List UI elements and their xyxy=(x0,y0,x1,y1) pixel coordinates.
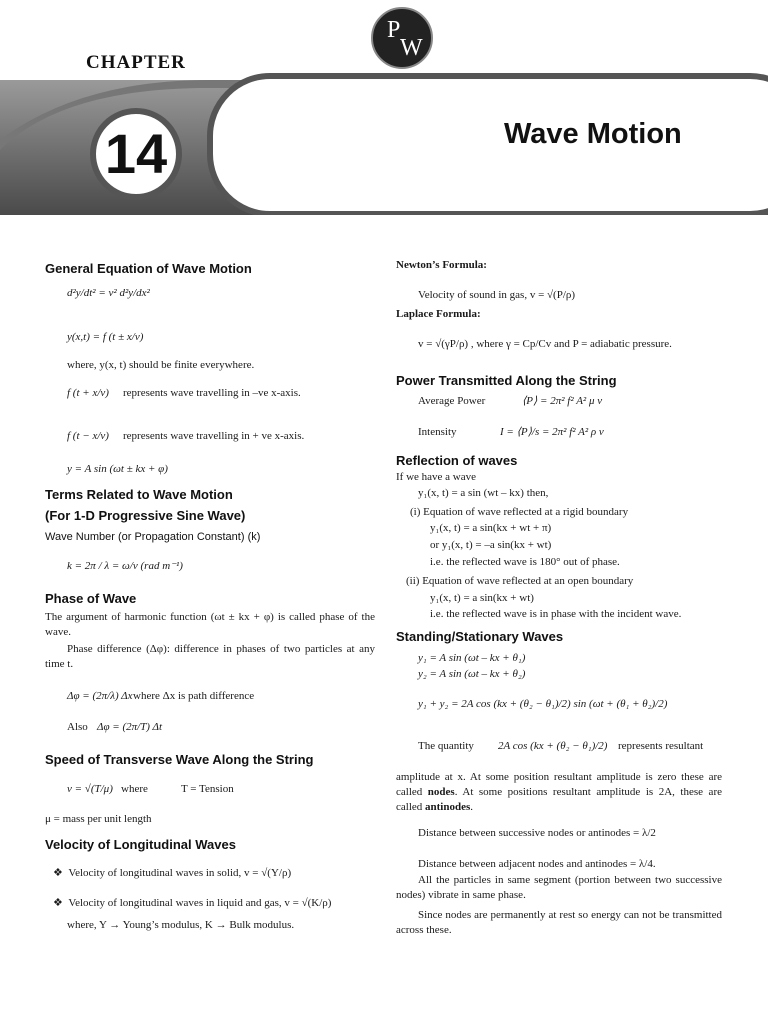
nodes-term: nodes xyxy=(427,785,455,798)
laplace-formula-text: v = √(γP/ρ) , where γ = Cp/Cv and P = adiabatic pressure. xyxy=(418,338,672,350)
quantity-equation: 2A cos (kx + (θ₂ − θ₁)/2) xyxy=(498,740,608,752)
wave-number-equation: k = 2π / λ = ω/v (rad m⁻¹) xyxy=(67,560,183,572)
antinodes-term: antinodes xyxy=(425,800,471,813)
wave-number-label: Wave Number (or Propagation Constant) (k) xyxy=(45,531,261,543)
standing-y1-equation: y₁ = A sin (ωt – kx + θ₁) xyxy=(418,652,526,664)
successive-nodes-distance: Distance between successive nodes or antinodes = λ/2 xyxy=(418,827,656,839)
phase-time-equation: Δφ = (2π/T) Δt xyxy=(97,721,163,733)
tension-definition: T = Tension xyxy=(181,783,234,795)
phase-difference-equation: Δφ = (2π/λ) Δx xyxy=(67,690,133,702)
power-heading: Power Transmitted Along the String xyxy=(396,373,617,388)
quantity-label: The quantity xyxy=(418,740,474,752)
also-label: Also xyxy=(67,721,88,733)
chapter-title: Wave Motion xyxy=(504,118,682,150)
reflection-line-7: (ii) Equation of wave reflected at an open boundary xyxy=(406,575,634,587)
bullet-liquid-gas-text: Velocity of longitudinal waves in liquid and gas, v = √(K/ρ) xyxy=(68,897,332,909)
reflection-heading: Reflection of waves xyxy=(396,453,518,468)
reflection-line-8: y₁(x, t) = a sin(kx + wt) xyxy=(430,592,534,604)
logo-letter-p: P xyxy=(387,17,401,43)
phase-paragraph-1: The argument of harmonic function (ωt ± kx + φ) is called phase of the wave. xyxy=(45,611,375,638)
bullet-liquid-gas: ❖ Velocity of longitudinal waves in liquid and gas, v = √(K/ρ) xyxy=(53,897,332,909)
path-difference-note: where Δx is path difference xyxy=(133,690,255,702)
amplitude-paragraph: amplitude at x. At some position resultant amplitude is zero these are called nodes. At some positions resultant amplitude is 2A, these are called antinodes. xyxy=(396,771,722,813)
particles-paragraph: All the particles in same segment (portion between two successive nodes) vibrate in same phase. xyxy=(396,874,722,901)
chapter-number: 14 xyxy=(90,108,182,200)
transverse-speed-heading: Speed of Transverse Wave Along the String xyxy=(45,752,314,767)
newton-formula-heading: Newton’s Formula: xyxy=(396,259,487,271)
modulus-definitions: where, Y → Young’s modulus, K → Bulk modulus. xyxy=(67,919,295,931)
pw-logo xyxy=(371,7,433,69)
terms-heading-line2: (For 1-D Progressive Sine Wave) xyxy=(45,508,246,523)
positive-direction-text: represents wave travelling in + ve x-axis. xyxy=(123,430,305,442)
energy-paragraph: Since nodes are permanently at rest so energy can not be transmitted across these. xyxy=(396,909,722,936)
amplitude-text-part1: amplitude at x. At some position resultant amplitude is zero these are called xyxy=(396,771,722,798)
average-power-equation: ⟨P⟩ = 2π² f² A² μ v xyxy=(522,395,603,407)
positive-direction-equation: f (t − x/v) xyxy=(67,430,109,442)
intensity-equation: I = ⟨P⟩/s = 2π² f² A² ρ v xyxy=(500,426,604,438)
reflection-line-1: If we have a wave xyxy=(396,471,477,483)
general-equation-heading: General Equation of Wave Motion xyxy=(45,261,252,276)
phase-paragraph-2: Phase difference (Δφ): difference in phases of two particles at any time t. xyxy=(45,643,375,670)
finite-condition-text: where, y(x, t) should be finite everywhere. xyxy=(67,359,255,371)
laplace-formula-heading: Laplace Formula: xyxy=(396,308,481,320)
transverse-speed-equation: v = √(T/μ) xyxy=(67,783,113,795)
negative-direction-text: represents wave travelling in –ve x-axis. xyxy=(123,387,301,399)
average-power-label: Average Power xyxy=(418,395,486,407)
where-label: where xyxy=(121,783,148,795)
sine-wave-equation: y = A sin (ωt ± kx + φ) xyxy=(67,463,168,475)
wave-function-equation: y(x,t) = f (t ± x/v) xyxy=(67,331,144,343)
logo-letter-w: W xyxy=(400,35,423,61)
phase-heading: Phase of Wave xyxy=(45,591,137,606)
standing-y2-equation: y₂ = A sin (ωt – kx + θ₂) xyxy=(418,668,526,680)
longitudinal-velocity-heading: Velocity of Longitudinal Waves xyxy=(45,837,236,852)
bullet-solid: ❖ Velocity of longitudinal waves in solid, v = √(Y/ρ) xyxy=(53,867,292,879)
standing-waves-heading: Standing/Stationary Waves xyxy=(396,629,564,644)
chapter-label: CHAPTER xyxy=(86,52,186,73)
mass-per-length-definition: μ = mass per unit length xyxy=(45,813,152,825)
reflection-line-2: y₁(x, t) = a sin (wt – kx) then, xyxy=(418,487,549,499)
reflection-line-3: (i) Equation of wave reflected at a rigid boundary xyxy=(410,506,629,518)
reflection-line-5: or y₁(x, t) = –a sin(kx + wt) xyxy=(430,539,552,551)
terms-heading-line1: Terms Related to Wave Motion xyxy=(45,487,233,502)
reflection-line-6: i.e. the reflected wave is 180° out of phase. xyxy=(430,556,620,568)
amplitude-text-part2: . At some positions resultant amplitude is 2A, these are called xyxy=(396,785,722,813)
intensity-label: Intensity xyxy=(418,426,457,438)
reflection-line-4: y₁(x, t) = a sin(kx + wt + π) xyxy=(430,522,552,534)
negative-direction-equation: f (t + x/v) xyxy=(67,387,109,399)
wave-differential-equation: d²y/dt² = v² d²y/dx² xyxy=(67,287,150,299)
reflection-line-9: i.e. the reflected wave is in phase with the incident wave. xyxy=(430,608,682,620)
standing-sum-equation: y₁ + y₂ = 2A cos (kx + (θ₂ − θ₁)/2) sin (ωt + (θ₁ + θ₂)/2) xyxy=(418,698,668,710)
newton-formula-text: Velocity of sound in gas, v = √(P/ρ) xyxy=(418,289,576,301)
represents-resultant-text: represents resultant xyxy=(618,740,704,752)
adjacent-nodes-distance: Distance between adjacent nodes and antinodes = λ/4. xyxy=(418,858,656,870)
bullet-solid-text: Velocity of longitudinal waves in solid, v = √(Y/ρ) xyxy=(68,867,292,879)
chapter-header xyxy=(0,0,768,215)
